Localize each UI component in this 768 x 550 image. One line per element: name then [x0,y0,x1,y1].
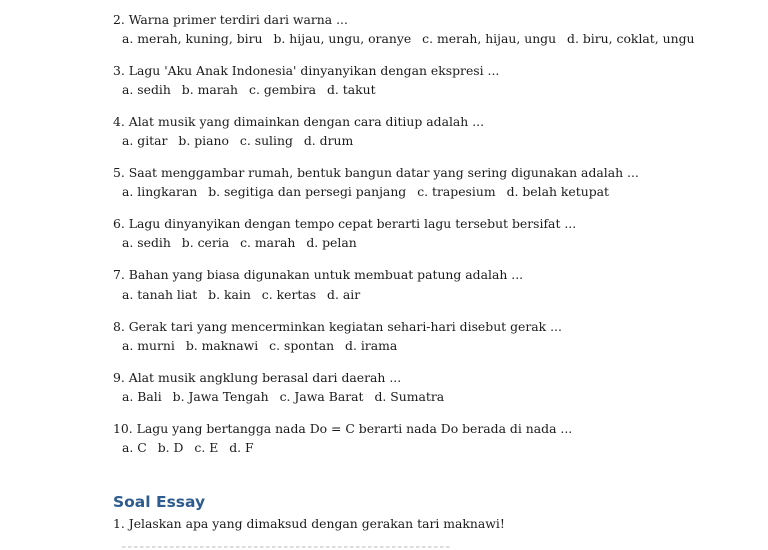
question-6: 6. Lagu dinyanyikan dengan tempo cepat berarti lagu tersebut bersifat ... [113,216,577,231]
question-10-options [122,440,261,456]
option-a: a. gitar [122,133,168,148]
option-a: a. C [122,440,147,455]
option-a: a. sedih [122,235,171,250]
option-b: b. segitiga dan persegi panjang [208,184,407,199]
option-b: b. D [157,440,184,455]
option-a: a. Bali [122,389,162,404]
question-3: 3. Lagu 'Aku Anak Indonesia' dinyanyikan dengan ekspresi ... [113,63,500,78]
question-5-options [122,184,616,200]
option-d: d. pelan [306,235,357,250]
question-6-options [122,235,364,251]
question-7: 7. Bahan yang biasa digunakan untuk membuat patung adalah ... [113,267,524,282]
essay-question-1: 1. Jelaskan apa yang dimaksud dengan gerakan tari maknawi! [113,516,505,531]
question-2: 2. Warna primer terdiri dari warna ... [113,12,348,27]
option-d: d. F [229,440,254,455]
option-d: d. drum [303,133,354,148]
option-c: c. merah, hijau, ungu [422,31,557,46]
essay-section-title: Soal Essay [113,493,206,511]
question-4: 4. Alat musik yang dimainkan dengan cara ditiup adalah ... [113,114,485,129]
option-c: c. marah [240,235,296,250]
question-7-options [122,287,367,303]
option-c: c. spontan [269,338,335,353]
question-4-options [122,133,360,149]
option-b: b. Jawa Tengah [172,389,269,404]
question-10: 10. Lagu yang bertangga nada Do = C berarti nada Do berada di nada ... [113,421,573,436]
question-5: 5. Saat menggambar rumah, bentuk bangun datar yang sering digunakan adalah ... [113,165,639,180]
question-8: 8. Gerak tari yang mencerminkan kegiatan sehari-hari disebut gerak ... [113,319,562,334]
option-a: a. sedih [122,82,171,97]
option-a: a. murni [122,338,175,353]
question-9-options [122,389,451,405]
option-d: d. air [327,287,361,302]
option-d: d. biru, coklat, ungu [567,31,695,46]
option-d: d. irama [345,338,398,353]
option-c: c. Jawa Barat [279,389,364,404]
answer-line [122,546,452,548]
option-b: b. hijau, ungu, oranye [273,31,412,46]
option-c: c. suling [239,133,293,148]
option-b: b. ceria [181,235,230,250]
option-c: c. trapesium [417,184,496,199]
option-d: d. belah ketupat [506,184,610,199]
question-9: 9. Alat musik angklung berasal dari daerah ... [113,370,402,385]
option-b: b. marah [181,82,239,97]
option-a: a. merah, kuning, biru [122,31,263,46]
option-d: d. takut [327,82,376,97]
question-3-options [122,82,383,98]
option-c: c. E [194,440,219,455]
option-b: b. kain [208,287,251,302]
question-8-options [122,338,404,354]
option-b: b. maknawi [185,338,259,353]
option-c: c. gembira [249,82,317,97]
option-c: c. kertas [261,287,317,302]
option-a: a. tanah liat [122,287,198,302]
question-2-options [122,31,702,47]
option-d: d. Sumatra [374,389,445,404]
option-b: b. piano [178,133,229,148]
option-a: a. lingkaran [122,184,198,199]
